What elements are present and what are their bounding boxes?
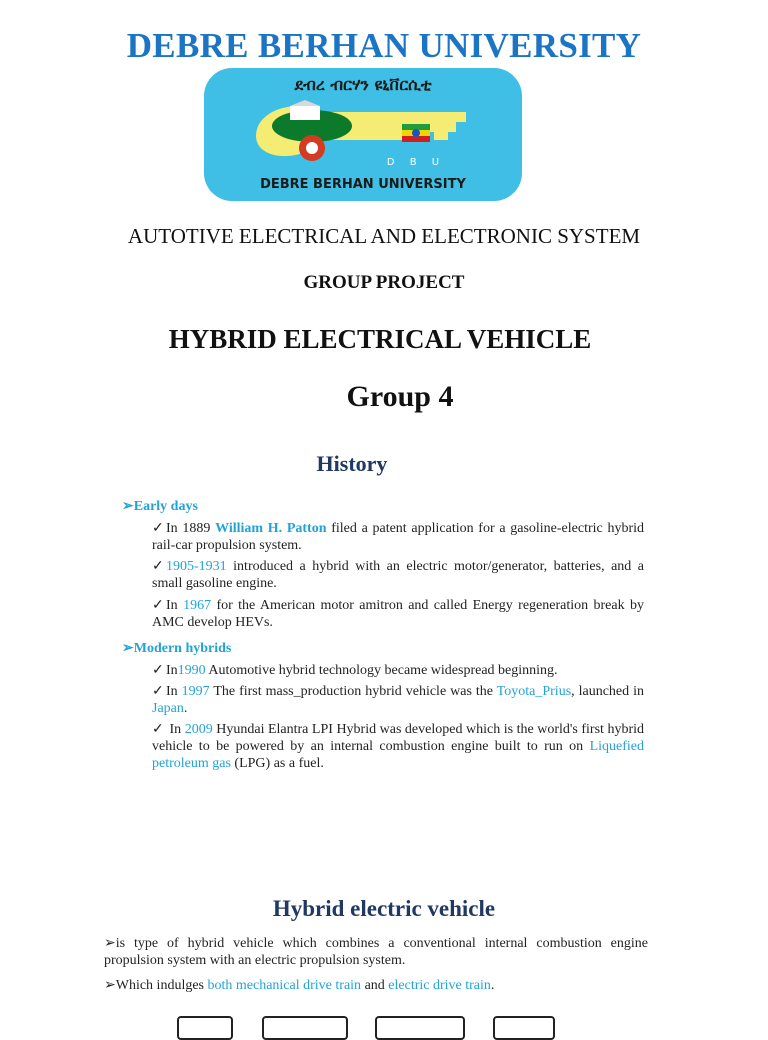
mechanical-drive-link[interactable]: both mechanical drive train [207, 978, 362, 993]
check-icon: ✓ [152, 559, 164, 574]
year-highlight: 1967 [183, 598, 212, 613]
list-item: ✓ In 1889 William H. Patton filed a patent application for a gasoline-electric hybrid rail-car propulsion system. [152, 521, 645, 553]
university-logo [204, 68, 522, 201]
list-item: ✓ In1990 Automotive hybrid technology became widespread beginning. [152, 663, 558, 678]
hev-drive-trains: ➢Which indulges both mechanical drive train and electric drive train. [104, 978, 495, 993]
group-label: Group 4 [346, 380, 454, 413]
modern-hybrids-label: Modern hybrids [133, 641, 232, 656]
university-title: DEBRE BERHAN UNIVERSITY [126, 26, 642, 65]
modern-hybrids-heading [122, 640, 231, 657]
logo-name: DEBRE BERHAN UNIVERSITY [260, 177, 466, 192]
year-highlight: 1905-1931 [166, 559, 227, 574]
arrow-bullet-icon: ➢ [122, 641, 134, 656]
arrow-bullet-icon: ➢ [104, 978, 116, 993]
hev-definition: ➢is type of hybrid vehicle which combines a conventional internal combustion engine propulsion system with an electric propulsion system. [104, 936, 648, 968]
diagram-box [177, 1016, 233, 1040]
diagram-box [262, 1016, 348, 1040]
check-icon: ✓ [152, 663, 164, 678]
diagram-box [375, 1016, 465, 1040]
check-icon: ✓ [152, 598, 164, 613]
check-icon: ✓ [152, 684, 164, 699]
electric-drive-link[interactable]: electric drive train [388, 978, 491, 993]
link-japan[interactable]: Japan [152, 701, 184, 716]
list-item: ✓ In 1997 The first mass_production hybrid vehicle was the Toyota_Prius, launched in Japan. [152, 684, 644, 716]
list-item: ✓ 1905-1931 introduced a hybrid with an electric motor/generator, batteries, and a small gasoline engine. [152, 559, 644, 591]
course-title: AUTOTIVE ELECTRICAL AND ELECTRONIC SYSTEM [127, 224, 641, 248]
project-label: GROUP PROJECT [303, 272, 465, 293]
hev-heading: Hybrid electric vehicle [272, 896, 496, 921]
list-item: ✓ In 2009 Hyundai Elantra LPI Hybrid was developed which is the world's first hybrid vehicle to be powered by an internal combustion engine built to run on Liquefied petroleum gas (LPG) as a fuel. [152, 722, 644, 771]
year-highlight: 1990 [177, 663, 206, 678]
project-title: HYBRID ELECTRICAL VEHICLE [168, 324, 592, 354]
year-highlight: 2009 [184, 722, 213, 737]
link-lpg[interactable]: Liquefied petroleum gas [152, 739, 644, 771]
logo-abbrev: D B U [386, 157, 446, 168]
list-item: ✓ In 1967 for the American motor amitron and called Energy regeneration break by AMC develop HEVs. [152, 598, 644, 630]
year-highlight: 1997 [181, 684, 210, 699]
arrow-bullet-icon: ➢ [104, 936, 116, 951]
name-highlight: William H. Patton [215, 521, 327, 536]
logo-amharic-text: ደብረ ብርሃን ዩኒቨርሲቲ [294, 75, 432, 94]
early-days-heading [122, 498, 198, 515]
link-toyota-prius[interactable]: Toyota_Prius [496, 684, 572, 699]
early-days-label: Early days [133, 499, 198, 514]
history-heading: History [316, 451, 388, 476]
check-icon: ✓ [152, 722, 164, 737]
arrow-bullet-icon: ➢ [122, 499, 134, 514]
diagram-box [493, 1016, 555, 1040]
check-icon: ✓ [152, 521, 164, 536]
